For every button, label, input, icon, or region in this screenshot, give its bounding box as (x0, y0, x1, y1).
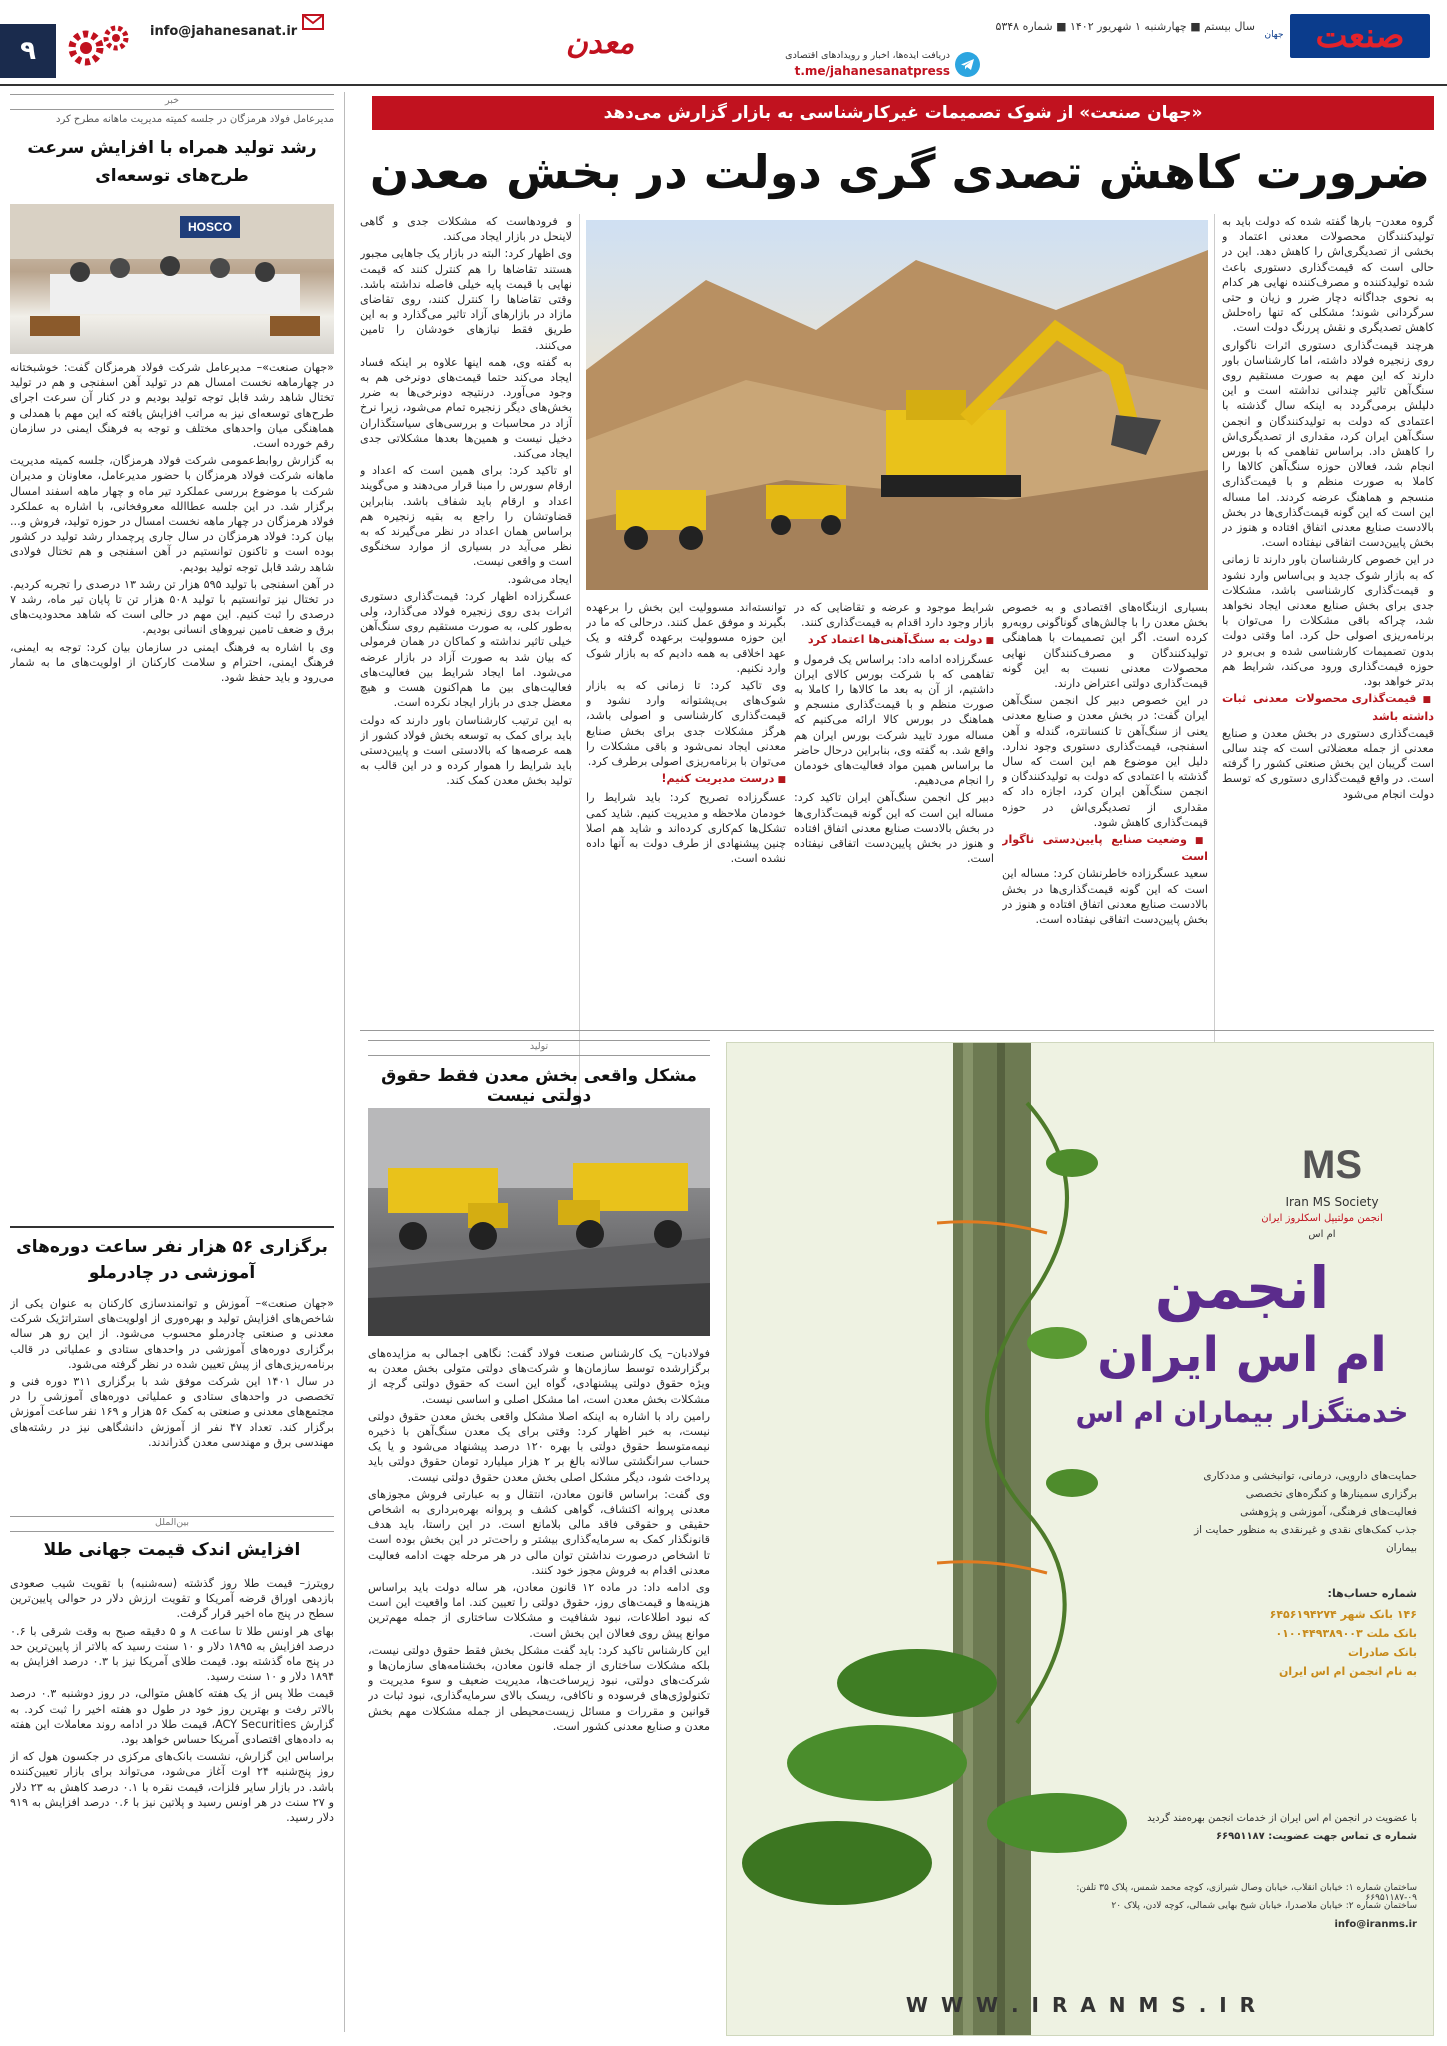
mid-paragraph: این کارشناس تاکید کرد: باید گفت مشکل بخش فقط حقوق دولتی نیست، بلکه مشکلات ساختاری از جمله قانون معادن، بخشنامه‌های سازمان‌ها و شرکت‌های دولتی، نبود زیرساخت‌ها، مدیریت ضعیف و سوء مدیریت و تکنولوژی‌های فرسوده و ناکافی، ریسک بالای سرمایه‌گذاری، نبود ثبات در قوانین و مقررات و مسائل زیست‌محیطی از جمله مشکلات مهم بخش معدن و صنایع معدنی کشور است. (368, 1643, 710, 1733)
masthead-rule (0, 84, 1447, 86)
ad-title-1: انجمن (1154, 1254, 1330, 1322)
lead-subheading: ■ قیمت‌گذاری محصولات معدنی ثبات داشته باشد (1222, 691, 1434, 723)
ms-society-en: Iran MS Society (1285, 1195, 1379, 1209)
training-body (10, 1296, 334, 1506)
gold-paragraph: رویترز– قیمت طلا روز گذشته (سه‌شنبه) با تقویت شیب صعودی بازدهی اوراق قرضه آمریکا و تقویت ارزش دلار در حوالی پایین‌ترین سطح در پنج ماه اخیر قرار گرفت. (10, 1577, 334, 1621)
ad-accounts-label: شماره حساب‌ها: (1327, 1587, 1417, 1600)
training-paragraph: در سال ۱۴۰۱ این شرکت موفق شد با برگزاری ۳۱۱ دوره فنی و تخصصی در واحدهای ستادی و عملیاتی دوره‌های آموزشی را در مجتمع‌های معدنی و صنعتی به کمک ۵۶ هزار و ۱۶۹ نفر ساعت آموزش برگزار کند. تعداد ۴۷ نفر از آموزش دانشگاهی نیز در رشته‌های مهندسی برق و مهندسی معدن گذراندند. (10, 1375, 334, 1449)
ad-account-line: بانک ملت ۰۱۰۰۴۴۹۳۸۹۰۰۳ (1275, 1627, 1417, 1640)
ad-phone: شماره ی تماس جهت عضویت: ۶۶۹۵۱۱۸۷ (1215, 1831, 1417, 1842)
lead-end-rule (360, 1030, 1434, 1031)
ad-title-2: ام اس ایران (1097, 1327, 1387, 1383)
ad-membership-note: با عضویت در انجمن ام اس ایران از خدمات انجمن بهره‌مند گردید (1147, 1813, 1417, 1824)
side-paragraph: در آهن اسفنجی با تولید ۵۹۵ هزار تن رشد ۱۳ درصدی را تجربه کردیم. در تختال نیز توانستیم با تولید ۵۰۸ هزار تن تا پایان تیر ماه، رشد ۷ درصدی را ثبت کنیم. این مهم در حالی است که شاهد محدودیت‌های برق و ضعف تامین نیروهای انسانی بودیم. (10, 577, 334, 637)
lead-kicker: «جهان صنعت» از شوک تصمیمات غیرکارشناسی به بازار گزارش می‌دهد (372, 96, 1434, 130)
hosco-sign: HOSCO (187, 220, 232, 234)
lead-paragraph: او تاکید کرد: برای همین است که اعداد و ارقام سورس را مبنا قرار می‌دهند و می‌گویند اعداد و ارقام باید شفاف باشد. بنابراین قضاوتشان را راجع به بقیه زنجیره هم براساس همان اعداد در نظر می‌گیرند که به نظر می‌آید در بسیاری از موارد سخنگوی است و واقعی نیست. (360, 464, 572, 569)
ad-address-2: ساختمان شماره ۲: خیابان ملاصدرا، خیابان شیخ بهایی شمالی، کوچه لادن، پلاک ۲۰ (1111, 1901, 1417, 1911)
lead-paragraph: دبیر کل انجمن سنگ‌آهن ایران تاکید کرد: مساله این است که این گونه قیمت‌گذاری‌ها در بخش بالادست صنایع معدنی اتفاق افتاده و هنوز در بخش پایین‌دست اتفاقی نیفتاده است. (794, 791, 994, 866)
ad-service-item: فعالیت‌های فرهنگی، آموزشی و پژوهشی (1240, 1506, 1417, 1518)
ad-account-line: بانک صادرات (1347, 1646, 1417, 1659)
side-paragraph: به گزارش روابط‌عمومی شرکت فولاد هرمزگان، جلسه کمیته مدیریت ماهانه شرکت فولاد هرمزگان با حضور مدیرعامل، معاونان و مدیران شرکت با موضوع بررسی عملکرد تیر ماه و چهار ماهه اسفند امسال برگزار شد. در این جلسه عطاالله معروفخانی، با اشاره به عملکرد فولاد هرمزگان در چهار ماهه نخست امسال در حوزه تولید، فروش و... بیان کرد: فولاد هرمزگان در سال جاری پرچمدار رشد تولید در کشور بوده است و تاکنون توانستیم در آهن اسفنجی و هم تختال فولادی شاهد رشد قابل توجه تولید بودیم. (10, 454, 334, 574)
mail-icon (302, 10, 326, 32)
ad-account-line: ۱۴۶ بانک شهر ۶۴۵۶۱۹۴۲۷۴ (1269, 1608, 1417, 1621)
lead-paragraph: ایجاد می‌شود. (507, 572, 572, 586)
side-body (10, 360, 334, 1210)
ms-logo: MS (1302, 1143, 1362, 1187)
ad-service-item: جذب کمک‌های نقدی و غیرنقدی به منظور حمایت از بیماران (1194, 1524, 1417, 1554)
ms-society-fa-2: ام اس (1308, 1229, 1336, 1240)
ad-email[interactable]: info@iranms.ir (1334, 1919, 1417, 1930)
lead-paragraph: وی تاکید کرد: تا زمانی که به بازار شوک‌های بی‌پشتوانه وارد نشود و قیمت‌گذاری کارشناسی و اصولی باشد، هرگز مشکلات جدی برای بخش صنایع معدنی ایجاد نمی‌شود و باقی مشکلات را می‌توان با برنامه‌ریزی اصولی برطرف کرد. (586, 679, 786, 769)
haul-trucks-photo (368, 1108, 710, 1336)
telegram-link[interactable]: t.me/jahanesanatpress (794, 64, 950, 78)
lead-paragraph: سعید عسگرزاده خاطرنشان کرد: مساله این است که این گونه قیمت‌گذاری‌ها در بخش بالادست صنایع معدنی اتفاق افتاده و هنوز در بخش پایین‌دست اتفاقی نیفتاده است. (1002, 867, 1208, 927)
header-email[interactable]: info@jahanesanat.ir (150, 24, 298, 39)
lead-paragraph: وی اظهار کرد: البته در بازار یک جاهایی مجبور هستند تقاضاها را هم کنترل کنند که قیمت نهایی با قیمت پایه خیلی فاصله نداشته باشد. وقتی تقاضاها را کنترل کنند، روی تقاضای مازاد در بازارهای آزاد تاثیر می‌گذارد و به این طریق فقط نیازهای خودشان را تامین می‌کنند. (360, 247, 572, 352)
mid-paragraph: رامین راد با اشاره به اینکه اصلا مشکل واقعی بخش معدن حقوق دولتی نیست، به خبر اظهار کرد: وقتی برای یک معدن سنگ‌آهن با ذخیره نیمه‌متوسط حقوق دولتی با بهره ۱۲۰ درصد پیشنهاد می‌شود و یا یک حساب سرانگشتی سالانه بالغ بر ۲ هزار میلیارد تومان حقوق دولتی باید پرداخت شود، دیگر مشکل اصلی بخش معدن حقوق دولتی نیست. (368, 1409, 710, 1484)
mid-paragraph: فولادبان– یک کارشناس صنعت فولاد گفت: نگاهی اجمالی به مزایده‌های برگزارشده توسط سازمان‌ها و شرکت‌های دولتی متولی بخش معدن به ویژه حقوق دولتی پیشنهادی، گواه این است که حقوق دولتی گرچه از مشکلات بخش معدن است، اما مشکل اصلی و اساسی نیست. (368, 1347, 710, 1406)
lead-paragraph: شرایط موجود و عرضه و تقاضایی که در بازار وجود دارد اقدام به قیمت‌گذاری کنند. (794, 601, 994, 630)
ms-society-ad[interactable] (726, 1042, 1434, 2036)
ad-website[interactable]: W W W . I R A N M S . I R (905, 1993, 1259, 2017)
ad-services (1167, 1467, 1417, 1577)
page-number: ۹ (0, 24, 56, 78)
logo-text: صنعت (1315, 16, 1405, 56)
sidebar-rule (10, 1226, 334, 1228)
training-paragraph: «جهان صنعت»– آموزش و توانمندسازی کارکنان به عنوان یکی از شاخص‌های افزایش تولید و بهره‌وری از اولویت‌های استراتژیک شرکت معدنی و صنعتی چادرملو محسوب می‌شود. از این رو هر ساله برگزاری دوره‌های آموزشی در واحدهای ستادی و عملیاتی در قالب برنامه‌ریزی‌های از پیش تعیین شده در نظر گرفته می‌شود. (10, 1297, 334, 1371)
side-kicker: مدیرعامل فولاد هرمزگان در جلسه کمیته مدیریت ماهانه مطرح کرد (55, 114, 334, 125)
gold-paragraph: قیمت طلا پس از یک هفته کاهش متوالی، در روز دوشنبه ۰.۳ درصد بالاتر رفت و بهترین روز خود در طول دو هفته اخیر را ثبت کرد. به گزارش ACY Securities، قیمت طلا در ادامه روند معاملات این هفته به داده‌های اقتصادی آمریکا حساس خواهد بود. (10, 1687, 334, 1747)
issue-line: سال بیستم ■ چهارشنبه ۱ شهریور ۱۴۰۲ ■ شماره ۵۳۴۸ (995, 20, 1255, 33)
side-headline: رشد تولید همراه با افزایش سرعت طرح‌های توسعه‌ای (27, 138, 317, 186)
ms-society-fa: انجمن مولتیپل اسکلروز ایران (1261, 1213, 1383, 1224)
lead-paragraph: هرچند قیمت‌گذاری دستوری اثرات ناگواری روی زنجیره فولاد داشته، اما کارشناسان باور دارند که این مهم به صورت مستقیم روی سنگ‌آهن تاثیر چندانی نداشته است و این دلیلش برمی‌گردد به اینکه سال گذشته با اعتمادی که دولت به تولیدکنندگان و انجمن سنگ‌آهن ایران کرد، مقداری از تصدیگری‌اش را کاهش داد. براساس تفاهمی که با بورس انجام شد، فعالان حوزه سنگ‌آهن کالاها را کاملا به صورت منظم و با قیمت‌گذاری منسجم و هماهنگ عرضه کردند. اما مساله این است که این گونه قیمت‌گذاری‌ها در بخش بالادست صنایع معدنی اتفاق افتاده و هنوز در بخش پایین‌دست اتفاقی نیفتاده است. (1222, 338, 1434, 550)
lead-paragraph: و فرودهاست که مشکلات جدی و گاهی لاینحل در بازار ایجاد می‌کند. (360, 215, 572, 244)
ad-service-item: حمایت‌های دارویی، درمانی، توانبخشی و مددکاری (1203, 1470, 1417, 1482)
side-tag: خبر (10, 94, 334, 110)
lead-paragraph: قیمت‌گذاری دستوری در بخش معدن و صنایع معدنی از جمله معضلاتی است که چند سالی است گریبان این بخش صنعتی کشور را گرفته است. در واقع قیمت‌گذاری دستوری که توسط دولت انجام می‌شود (1222, 726, 1434, 801)
ad-accounts (1167, 1605, 1417, 1685)
mid-body (368, 1346, 710, 2036)
mid-headline: مشکل واقعی بخش معدن فقط حقوق دولتی نیست (381, 1066, 697, 1106)
lead-headline: ضرورت کاهش تصدی گری دولت در بخش معدن (369, 145, 1431, 199)
mid-paragraph: وی گفت: براساس قانون معادن، انتقال و به عبارتی فروش مجوزهای معدنی پروانه اکتشاف، گواهی کشف و پروانه بهره‌برداری به اشخاص حقیقی و حقوقی فاقد مالی بلامانع است. در این راستا، باید هدف قانونگذار کمک به سرمایه‌گذاری بیشتر و راحت‌تر در این بخش بوده است تا اشخاص درصورت نداشتن توان مالی در هر مرحله جهت ادامه فعالیت معدنی اقدام به فروش مجوز خود کنند. (368, 1487, 710, 1577)
gold-paragraph: بهای هر اونس طلا تا ساعت ۸ و ۵ دقیقه صبح به وقت شرقی با ۰.۶ درصد افزایش به ۱۸۹۵ دلار و ۱۰ سنت رسید که بالاتر از پایین‌ترین حد در پنج ماه گذشته بود. قیمت طلای آمریکا نیز با ۰.۳ درصد افزایش به ۱۸۹۴ دلار و ۱۰ سنت رسید. (10, 1624, 334, 1684)
ad-account-line: به نام انجمن ام اس ایران (1278, 1665, 1417, 1678)
section-title: معدن (565, 26, 635, 61)
lead-paragraph: عسگرزاده اظهار کرد: قیمت‌گذاری دستوری اثرات بدی روی زنجیره فولاد می‌گذارد، ولی به‌طور کلی، به صورت مستقیم روی سنگ‌آهن خیلی تاثیر نداشته و کماکان در همان فرمولی که بیان شد به صورت آزاد در بازار عرضه می‌شود. اما ایجاد شرایط بین فعالیت‌های فعالیت‌های بین ما هم‌اکنون هست و هیچ معضل جدی در بازار ایجاد نکرده است. (360, 589, 572, 710)
training-headline: برگزاری ۵۶ هزار نفر ساعت دوره‌های آموزشی در چادرملو (16, 1237, 328, 1283)
side-paragraph: وی با اشاره به فرهنگ ایمنی در سازمان بیان کرد: توجه به ایمنی، فرهنگ ایمنی، احترام و سلامت کارکنان از اولویت‌های ما به شمار می‌رود و باید حفظ شود. (10, 640, 334, 685)
column-divider (344, 92, 345, 2032)
gold-paragraph: براساس این گزارش، نشست بانک‌های مرکزی در جکسون هول که از روز پنج‌شنبه ۲۴ اوت آغاز می‌شود، می‌تواند برای بازار تعیین‌کننده باشد. در بازار سایر فلزات، قیمت نقره با ۰.۱ درصد کاهش به ۲۳ دلار و ۲۷ سنت در هر اونس رسید و پلاتین نیز با ۰.۶ درصد افزایش به ۹۱۹ دلار رسید. (10, 1750, 334, 1825)
mid-tag: تولید (368, 1040, 710, 1056)
lead-paragraph: بسیاری ازبنگاه‌های اقتصادی و به خصوص بخش معدن را با چالش‌های گوناگونی روبه‌رو کرده است. اگر این تصمیمات با هماهنگی تولیدکنندگان و مصرف‌کنندگان نهایی محصولات معدنی نسبت به این گونه قیمت‌گذاری دولتی اعتراض دارند. (1002, 601, 1208, 691)
logo-prefix: جهان (1264, 30, 1284, 40)
lead-paragraph: توانسته‌اند مسوولیت این بخش را برعهده بگیرند و موفق عمل کنند. درحالی که ما در این حوزه مسوولیت برعهده گرفته و یک عهد اخلاقی به همه دادیم که به بازار شوک وارد نکنیم. (586, 601, 786, 675)
gold-headline: افزایش اندک قیمت جهانی طلا (43, 1540, 301, 1560)
lead-paragraph: به گفته وی، همه اینها علاوه بر اینکه فساد ایجاد می‌کند حتما قیمت‌های دونرخی هم به وجود می‌آورد. درنتیجه دونرخی‌ها به ضرر بخش‌های دیگر زنجیره تمام می‌شود، زیرا نرخ آزاد در محاسبات و بررسی‌های سیاستگذاران دخیل نیست و همین‌ها بعدها مشکلاتی جدی ایجاد می‌کند. (360, 355, 572, 461)
gears-icon (64, 22, 140, 68)
lead-subheading: ■ درست مدیریت کنیم! (586, 771, 786, 788)
lead-subheading: ■ وضعیت صنایع پایین‌دستی ناگوار است (1002, 832, 1208, 864)
telegram-icon[interactable] (955, 52, 980, 77)
ad-service-item: برگزاری سمینارها و کنگره‌های تخصصی (1245, 1488, 1417, 1500)
lead-paragraph: در این خصوص دبیر کل انجمن سنگ‌آهن ایران گفت: در بخش معدن و صنایع معدنی یعنی از سنگ‌آهن تا کنسانتره، گندله و آهن اسفنجی، قیمت‌گذاری دستوری وجود ندارد. دلیل این موضوع هم این است که سال گذشته با اعتمادی که دولت به تولیدکنندگان و انجمن سنگ‌آهن ایران کرد، اجازه داد که مقداری از تصدیگری‌اش در حوزه قیمت‌گذاری کاهش شود. (1002, 694, 1208, 829)
excavator-photo (586, 220, 1208, 590)
lead-paragraph: عسگرزاده تصریح کرد: باید شرایط را خودمان ملاحظه و مدیریت کنیم. شاید کمی تشکل‌ها کم‌کاری کرده‌اند و شاید هم اصلا چنین پیشنهادی از طرف دولت به آنها داده نشده است. (586, 791, 786, 866)
telegram-caption: دریافت ایده‌ها، اخبار و رویدادهای اقتصادی (785, 50, 950, 61)
side-paragraph: «جهان صنعت»– مدیرعامل شرکت فولاد هرمزگان گفت: خوشبختانه در چهارماهه نخست امسال هم در تولید آهن اسفنجی و هم در تولید تختال شاهد رشد قابل توجه تولید بودیم و در کنار آن سرعت اجرای طرح‌های توسعه‌ای نیز به مراتب افزایش یافته که این مهم با همدلی و هماهنگی میان واحدهای مختلف و توجه به فرهنگ ایمنی در سازمان رقم خورده است. (10, 361, 334, 451)
lead-subheading: ■ دولت به سنگ‌آهنی‌ها اعتماد کرد (794, 632, 994, 649)
lead-paragraph: به این ترتیب کارشناسان باور دارند که دولت باید برای کمک به توسعه بخش فولاد کشور از همه عرصه‌ها که بالادستی است و پایین‌دستی باید شرایط را هموار کرده و در این قالب به تولید بخش معدن کمک کند. (360, 713, 572, 788)
gold-tag: بین‌الملل (10, 1516, 334, 1532)
ad-address-1: ساختمان شماره ۱: خیابان انقلاب، خیابان وصال شیرازی، کوچه محمد شمس، پلاک ۳۵ تلفن: ۰۹-۶۶۹۵۱۱۸۷ (1076, 1883, 1417, 1903)
gold-body (10, 1576, 334, 2036)
newspaper-logo[interactable] (1290, 14, 1430, 58)
meeting-photo (10, 204, 334, 354)
lead-paragraph: گروه معدن– بارها گفته شده که دولت باید به تولیدکنندگان محصولات معدنی اعتماد و بخشی از تصدیگری‌اش را کاهش دهد. این در حالی است که قیمت‌گذاری دستوری باعث شده تولیدکننده و مصرف‌کننده نهایی هر کدام به نحوی جداگانه دچار ضرر و زیان و حتی سرگردانی شوند؛ مشکلی که تنها راه‌حلش کاهش تصدیگری و نقش پررنگ دولت است. (1222, 215, 1434, 335)
ad-subtitle: خدمتگزار بیماران ام اس (1075, 1396, 1409, 1429)
lead-paragraph: در این خصوص کارشناسان باور دارند تا زمانی که به بازار شوک جدید و بی‌اساس وارد نشود و قیمت‌گذاری کارشناسی باشد، مشکلات جدی برای بخش صنایع معدنی ایجاد نخواهد شد، چراکه باقی مشکلات را می‌توان با برنامه‌ریزی اصولی حل کرد. اما وقتی دولت بدون تصمیمات کارشناسی شده و بی‌برو در حوزه قیمت‌گذاری ورود می‌کند، شرایط هم بدتر خواهد بود. (1222, 553, 1434, 689)
lead-paragraph: عسگرزاده ادامه داد: براساس یک فرمول و تفاهمی که با شرکت بورس کالای ایران داشتیم، از آن به بعد ما کالاها را کاملا به صورت منظم و با قیمت‌گذاری منسجم و هماهنگ در بورس کالا ارائه می‌کنیم که مساله مورد تایید شرکت بورس ایران هم واقع شد. به گفته وی، بنابراین درحال حاضر ما براساس همین مواد فعالیت‌های خودمان را انجام می‌دهیم. (794, 652, 994, 788)
mid-paragraph: وی ادامه داد: در ماده ۱۲ قانون معادن، هر ساله دولت باید براساس هزینه‌ها و قیمت‌های روز، حقوق دولتی را تعیین کند. اما واقعیت این است که نبود اطلاعات، نبود شفافیت و مشکلات ساختاری از جمله مهم‌ترین موانع پیش روی فعالان این بخش است. (368, 1581, 710, 1640)
